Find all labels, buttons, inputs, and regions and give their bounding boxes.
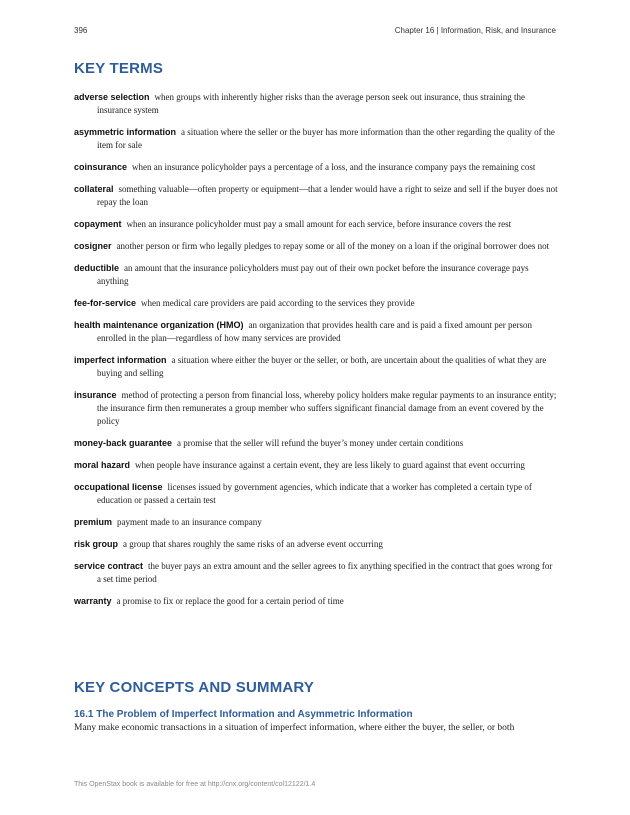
key-term-entry [74,389,558,428]
summary-paragraph: Many make economic transactions in a situation of imperfect information, where either the buyer, the seller, or both [74,723,515,733]
key-term-definition: when medical care providers are paid according to the services they provide [141,298,415,308]
page-number: 396 [74,26,88,35]
key-term-entry [74,437,558,450]
key-term-name: insurance [74,390,117,400]
key-term-definition: another person or firm who legally pledges to repay some or all of the money on a loan if the original borrower does not [116,241,550,251]
key-term-definition: a promise that the seller will refund the buyer’s money under certain conditions [177,438,464,448]
key-term-definition: when people have insurance against a certain event, they are less likely to guard against that event occurring [135,460,525,470]
key-term-definition: a promise to fix or replace the good for a certain period of time [116,596,344,606]
key-term-definition: when an insurance policyholder must pay a small amount for each service, before insurance covers the rest [126,219,512,229]
key-term-definition: when an insurance policyholder pays a percentage of a loss, and the insurance company pays the remaining cost [132,162,536,172]
key-term-definition: an organization that provides health care and is paid a fixed amount per person enrolled in the plan—regardless of how many services are provided [97,320,533,343]
key-term-entry [74,218,558,231]
key-term-name: asymmetric information [74,127,177,137]
key-term-name: moral hazard [74,460,131,470]
key-terms-heading: KEY TERMS [74,60,164,77]
key-term-entry [74,319,558,345]
key-term-name: money-back guarantee [74,438,173,448]
key-term-definition: a group that shares roughly the same risks of an adverse event occurring [123,539,383,549]
key-term-definition: the buyer pays an extra amount and the seller agrees to fix anything specified in the contract that goes wrong for a set time period [97,561,553,584]
key-term-name: risk group [74,539,119,549]
footer-note: This OpenStax book is available for free at http://cnx.org/content/col12122/1.4 [74,781,316,788]
key-term-definition: something valuable—often property or equipment—that a lender would have a right to seize and sell if the buyer does not repay the loan [97,184,558,207]
key-terms-list [74,91,558,617]
key-term-entry [74,240,558,253]
key-term-entry [74,161,558,174]
key-term-entry [74,91,558,117]
key-term-name: deductible [74,263,120,273]
key-term-entry [74,560,558,586]
key-term-entry [74,595,558,608]
key-term-entry [74,183,558,209]
key-term-name: premium [74,517,113,527]
key-term-name: service contract [74,561,144,571]
key-term-entry [74,262,558,288]
key-term-entry [74,126,558,152]
key-term-definition: licenses issued by government agencies, which indicate that a worker has completed a certain type of education or passed a certain test [97,482,532,505]
key-term-entry [74,481,558,507]
key-term-entry [74,538,558,551]
key-term-name: cosigner [74,241,112,251]
key-term-name: collateral [74,184,114,194]
key-term-name: coinsurance [74,162,128,172]
key-term-entry [74,354,558,380]
key-term-name: imperfect information [74,355,167,365]
key-term-definition: a situation where either the buyer or the seller, or both, are uncertain about the qualities of what they are buying and selling [97,355,547,378]
key-term-definition: method of protecting a person from financial loss, whereby policy holders make regular payments to an insurance entity; the insurance firm then remunerates a group member who suffers significant financial damage from an event covered by the policy [97,390,557,426]
key-term-name: occupational license [74,482,163,492]
summary-heading: KEY CONCEPTS AND SUMMARY [74,679,315,696]
key-term-entry [74,459,558,472]
key-term-name: adverse selection [74,92,150,102]
key-term-name: fee-for-service [74,298,137,308]
key-term-definition: payment made to an insurance company [117,517,262,527]
subsection-heading: 16.1 The Problem of Imperfect Information and Asymmetric Information [74,709,413,720]
chapter-header: Chapter 16 | Information, Risk, and Insurance [394,26,556,35]
key-term-definition: when groups with inherently higher risks than the average person seek out insurance, thus straining the insurance system [97,92,525,115]
key-term-definition: an amount that the insurance policyholders must pay out of their own pocket before the insurance coverage pays anything [97,263,529,286]
key-term-entry [74,297,558,310]
key-term-name: copayment [74,219,122,229]
key-term-definition: a situation where the seller or the buyer has more information than the other regarding the quality of the item for sale [97,127,555,150]
key-term-entry [74,516,558,529]
key-term-name: health maintenance organization (HMO) [74,320,244,330]
key-term-name: warranty [74,596,112,606]
